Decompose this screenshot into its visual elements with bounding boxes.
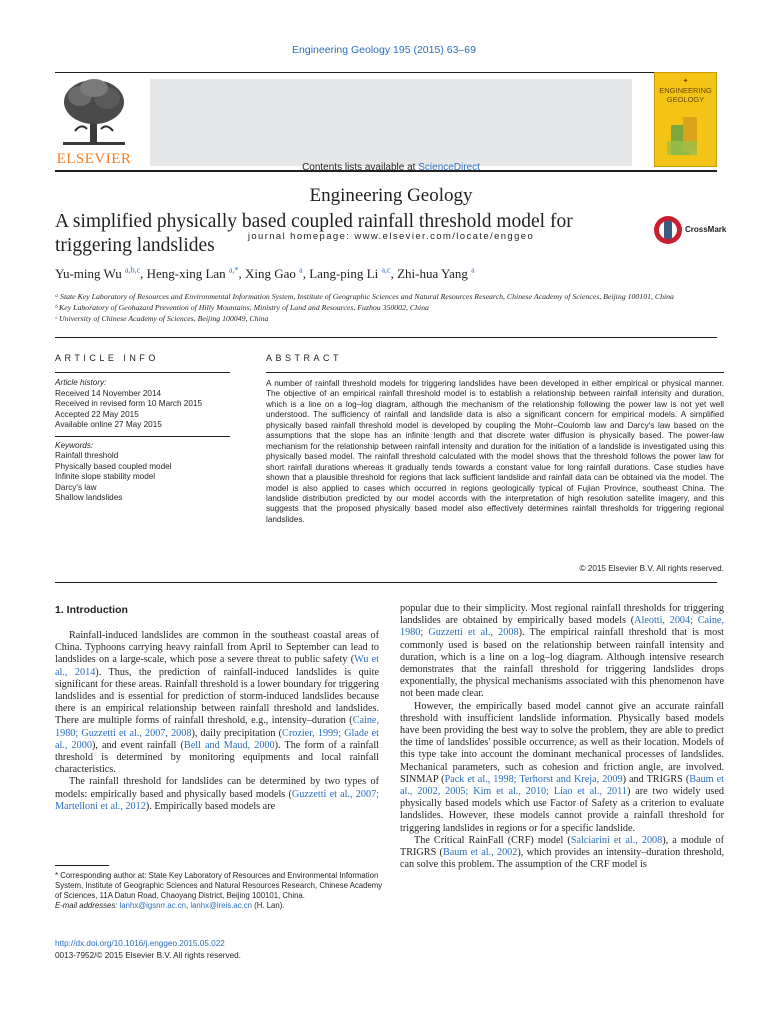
issn-copyright: 0013-7952/© 2015 Elsevier B.V. All rights reserved. — [55, 951, 241, 960]
abstract-copyright: © 2015 Elsevier B.V. All rights reserved. — [579, 564, 724, 573]
elsevier-wordmark: ELSEVIER — [56, 151, 132, 167]
paragraph — [400, 603, 724, 701]
cover-title-line1: ENGINEERING — [659, 86, 712, 95]
keyword-item: Infinite slope stability model — [55, 472, 156, 481]
abstract-bottom-rule — [55, 582, 717, 583]
body-column-right — [400, 603, 724, 871]
email-separator: , — [186, 901, 191, 910]
journal-reference-link[interactable]: Engineering Geology 195 (2015) 63–69 — [292, 44, 476, 56]
crossmark-icon — [653, 215, 683, 245]
email-link[interactable]: lanhx@igsnrr.ac.cn — [119, 901, 186, 910]
sciencedirect-link[interactable]: ScienceDirect — [418, 162, 480, 173]
corresponding-author-footnote — [55, 871, 385, 911]
body-text: The rainfall threshold for landslides can be determined by two types of models: empirically based and physically based models ( — [55, 776, 379, 800]
history-accepted: Accepted 22 May 2015 — [55, 409, 139, 419]
author-affiliation-marker[interactable]: a — [471, 266, 475, 275]
author-list — [55, 266, 475, 282]
body-text: ), a module of TRIGRS ( — [400, 834, 724, 859]
affiliation-rule — [55, 337, 717, 338]
body-text: However, the empirically based model cannot give an accurate rainfall threshold with insufficient landslide information. Physically based models have been providing the best way to solve the problem, they are able to predict the time of landslides' possible occurrence, as well as their location. Models of this type take into account the dominant mechanical processes of landslides. Mechanical parameters, such as cohesion and friction angle, are involved. SINMAP ( — [400, 700, 724, 785]
journal-cover-thumbnail — [654, 72, 717, 167]
affiliation-b: ᵇ Key Laboratory of Geohazard Prevention of Hilly Mountains, Ministry of Land and Resources, Fuzhou 350002, China — [55, 303, 429, 312]
author-affiliation-marker[interactable]: a,* — [228, 266, 239, 275]
body-text: ). Thus, the prediction of rainfall-induced landslides is quite significant for these areas. Rainfall threshold is a lower boundary for triggering landslides and is essential for prediction of storm-induced landslides because there is an empirical relationship between rainfall threshold and landslides. There are multiple forms of rainfall threshold, e.g., intensity–duration ( — [55, 666, 379, 727]
citation-link[interactable]: Baum et al., 2002, 2005; Kim et al., 2010; Liao et al., 2011 — [400, 773, 724, 798]
citation-link[interactable]: Aleotti, 2004; Caine, 1980; Guzzetti et al., 2008 — [400, 615, 725, 639]
doi-link[interactable]: http://dx.doi.org/10.1016/j.enggeo.2015.05.022 — [55, 939, 225, 948]
article-title: A simplified physically based coupled rainfall threshold model for triggering landslides — [55, 211, 573, 256]
contents-prefix: Contents lists available at — [302, 162, 419, 173]
body-text: ), and event rainfall ( — [91, 739, 184, 751]
author-name: , Heng-xing Lan — [140, 266, 229, 282]
header-rule-top — [55, 72, 717, 73]
paragraph — [400, 835, 724, 872]
article-info-heading: ARTICLE INFO — [55, 353, 159, 363]
paragraph — [400, 701, 724, 835]
author[interactable] — [140, 266, 238, 281]
crossmark-badge[interactable] — [653, 215, 733, 247]
author[interactable] — [55, 266, 140, 281]
keyword-item: Physically based coupled model — [55, 461, 172, 471]
body-text: Rainfall-induced landslides are common in the southeast coastal areas of China. Typhoons carrying heavy rainfall from April to September can lead to landslides on a large-scale, which pose a severe threat to public safety ( — [55, 630, 379, 666]
paragraph — [55, 630, 379, 776]
body-column-left — [55, 630, 379, 813]
citation-link[interactable]: Caine, 1980; Guzzetti et al., 2007, 2008 — [55, 715, 379, 739]
author-affiliation-marker[interactable]: a,c — [381, 266, 391, 275]
body-text: popular due to their simplicity. Most regional rainfall thresholds for triggering landslides are obtained by empirically based models ( — [400, 603, 724, 627]
author-name: , Lang-ping Li — [302, 266, 382, 282]
abstract-text: A number of rainfall threshold models for triggering landslides have been developed in either empirical or physical manner. The objective of an empirical rainfall threshold model is to establish a relationship between rainfall intensity and duration, which is a line on a log–log diagram, although the mechanism of the relationship following the power law is not yet well understood. The sufficiency of rainfall and landslide data is also a significant concern for empirical models. A simplified physically based rainfall threshold model is developed by coupling the Mohr–Coulomb law and Darcy's law based on the assumptions that the slope has an infinite length and that discrete water diffusion is physically based. The power-law mechanism for the relationship between rainfall intensity and duration for the initiation of a landslide is investigated using this physically based model. The rainfall threshold calculated with the model shows that the threshold follows the power law for short rainfall durations whereas it gradually tends towards a constant value for long rainfall durations. Case studies have shown that a plausible threshold for regions that lack sufficient landslide and rainfall data can be obtained via the model. The model is also applied to cases which occurred in regions geologically typical of Fujian Province, southeast China. The landslide distribution predicted by our model accords with the interpretation of high resolution satellite imagery, and this suggests that the proposed physically based model also effectively determines rainfall thresholds for triggering regional landslides. — [266, 379, 724, 524]
body-text: ). The empirical rainfall threshold that is most commonly used is based on the relationship between rainfall intensity and duration, which is a line on a log–log diagram. Although intensive research demonstrates that the rainfall threshold for triggering landslides drops exponentially, the physical mechanisms associated with this phenomenon have not been made clear. — [400, 627, 724, 700]
abstract-heading: ABSTRACT — [266, 353, 343, 363]
body-text: ) and TRIGRS ( — [622, 773, 690, 785]
author-name: , Zhi-hua Yang — [390, 266, 472, 282]
keyword-item: Darcy's law — [55, 482, 97, 492]
affiliation-c: ᶜ University of Chinese Academy of Sciences, Beijing 100049, China — [55, 314, 269, 323]
article-info-block — [55, 378, 230, 504]
crossmark-label: CrossMark — [685, 225, 727, 234]
citation-link[interactable]: Salciarini et al., 2008 — [570, 834, 663, 846]
section-heading-introduction: 1. Introduction — [55, 604, 128, 616]
author[interactable] — [303, 266, 391, 281]
keywords-label: Keywords: — [55, 436, 230, 452]
author-name: Yu-ming Wu — [55, 266, 126, 282]
keyword-item: Shallow landslides — [55, 493, 123, 502]
author[interactable] — [391, 266, 475, 281]
history-received: Received 14 November 2014 — [55, 388, 162, 398]
author-name: , Xing Gao — [238, 266, 300, 282]
citation-link[interactable]: Baum et al., 2002 — [442, 847, 518, 859]
footnote-text: * Corresponding author at: State Key Laboratory of Resources and Environmental Information System, Institute of Geographic Sciences and Natural Resources Research, Chinese Academy of Sciences, 11A Datun Road, Chaoyang District, Beijing 100101, China. — [55, 871, 383, 900]
paragraph — [55, 776, 379, 813]
footnote-rule — [55, 865, 109, 866]
body-text: ). Empirically based models are — [145, 800, 276, 812]
email-label: E-mail addresses: — [55, 901, 120, 910]
history-online: Available online 27 May 2015 — [55, 420, 162, 429]
author-affiliation-marker[interactable]: a,b,c — [125, 266, 141, 275]
citation-link[interactable]: Pack et al., 1998; Terhorst and Kreja, 2009 — [444, 773, 623, 785]
citation-link[interactable]: Crozier, 1999; Glade et al., 2000 — [55, 727, 380, 751]
body-text: ), daily precipitation ( — [191, 727, 283, 739]
cover-emblem-icon: ✦ — [682, 77, 689, 85]
journal-homepage[interactable]: journal homepage: www.elsevier.com/locate/enggeo — [247, 231, 535, 242]
body-text: ), which provides an intensity–duration threshold, can solve this problem. The assumption of the CRF model is — [400, 847, 724, 871]
cover-illustration-icon — [665, 111, 707, 159]
header-rule-bottom — [55, 170, 717, 172]
body-text: The Critical RainFall (CRF) model ( — [414, 834, 571, 846]
citation-link[interactable]: Wu et al., 2014 — [55, 654, 379, 678]
body-text: ). The form of a rainfall threshold is determined by monitoring equipments and local rainfall characteristics. — [55, 739, 379, 776]
email-link[interactable]: lanhx@lreis.ac.cn — [190, 901, 252, 910]
author[interactable] — [239, 266, 303, 281]
cover-title — [655, 87, 716, 104]
article-info-rule — [55, 372, 230, 373]
keyword-item: Rainfall threshold — [55, 451, 119, 460]
abstract-rule — [266, 372, 724, 373]
history-label: Article history: — [55, 378, 107, 387]
author-affiliation-marker[interactable]: a — [299, 266, 303, 275]
affiliation-a: ᵃ State Key Laboratory of Resources and Environmental Information System, Institute of Geographic Sciences and Natural Resources Research, Chinese Academy of Sciences, Beijing 100101, China — [55, 292, 674, 301]
email-tail: (H. Lan). — [252, 901, 285, 910]
cover-title-line2: GEOLOGY — [666, 94, 705, 104]
citation-link[interactable]: Guzzetti et al., 2007; Martelloni et al., 2012 — [55, 788, 379, 812]
journal-name: Engineering Geology — [309, 185, 473, 206]
body-text: ) are two widely used physically based models which use Factor of Safety as a criterion to evaluate landslides. However, these models cannot provide a rainfall threshold for triggering landslides in regions or for a specific landslide. — [400, 786, 725, 834]
citation-link[interactable]: Bell and Maud, 2000 — [183, 739, 275, 751]
history-revised: Received in revised form 10 March 2015 — [55, 399, 202, 408]
